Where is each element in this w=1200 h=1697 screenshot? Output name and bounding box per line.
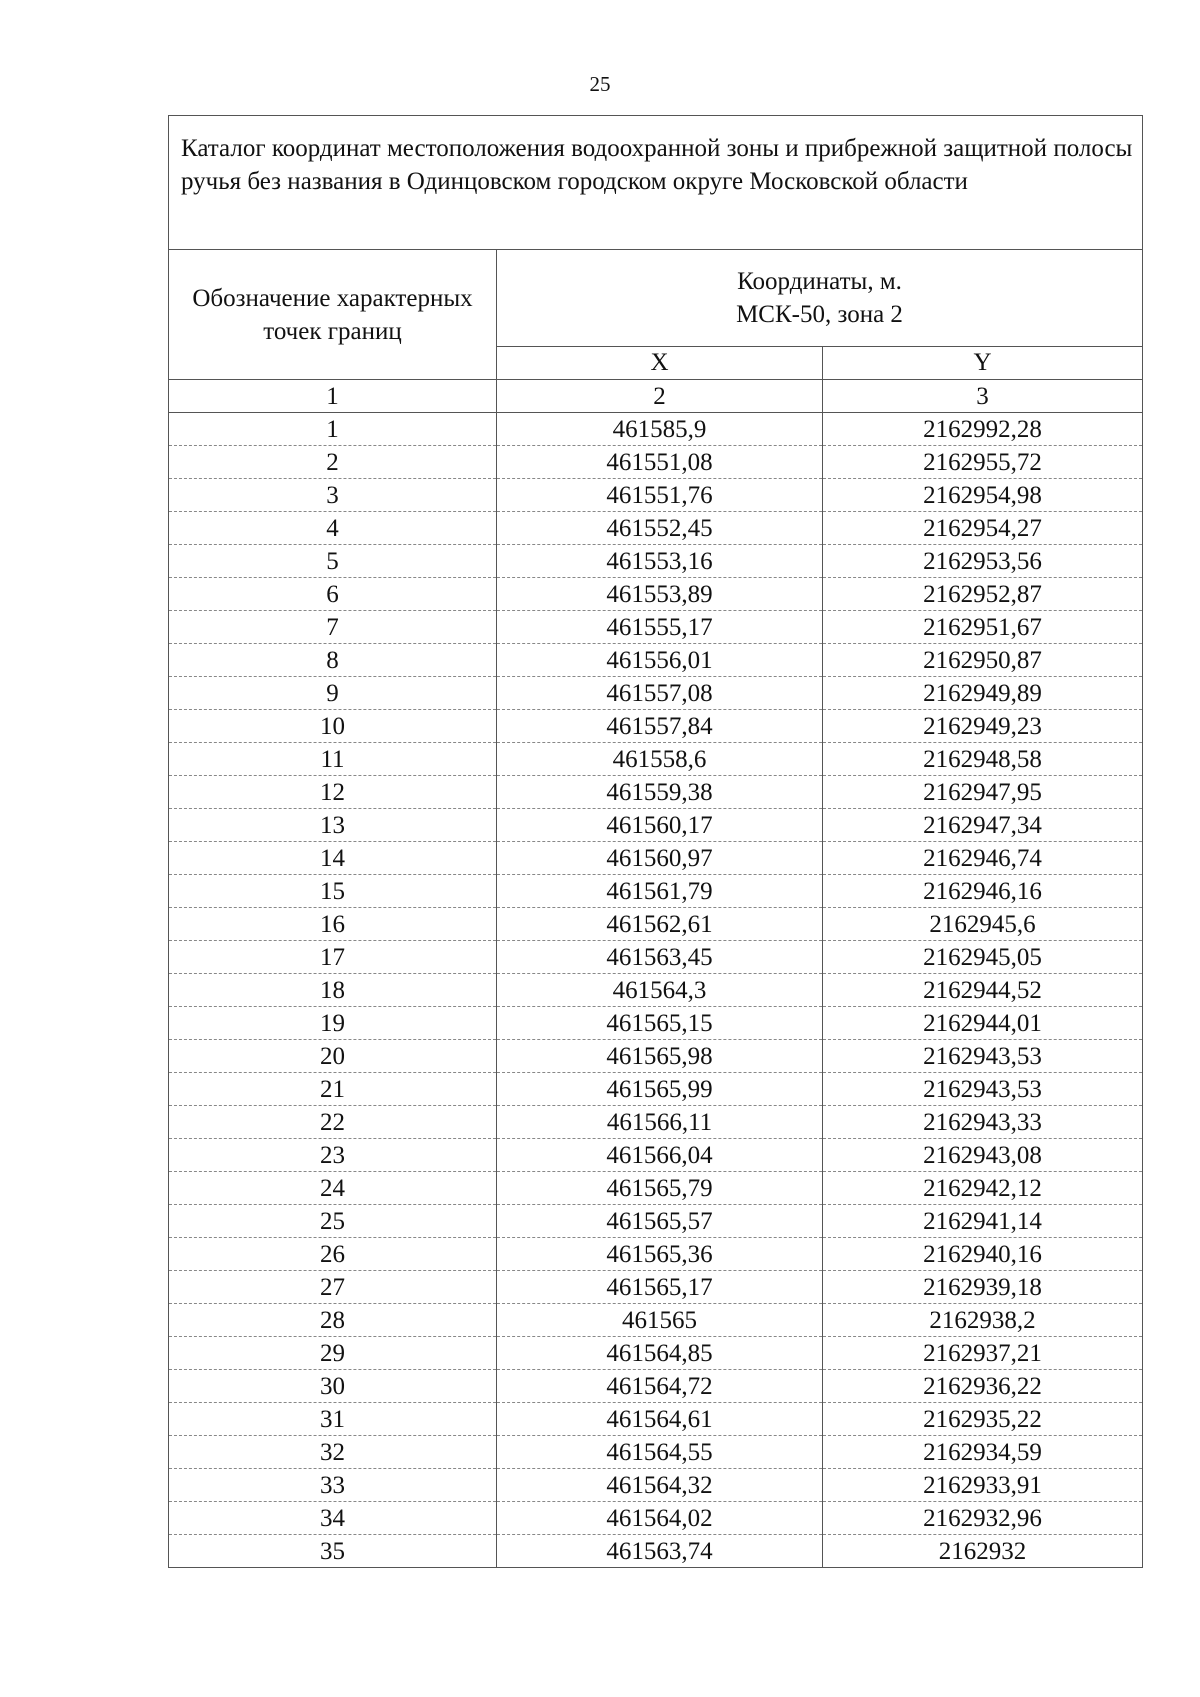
point-cell: 27 [169, 1271, 497, 1304]
point-cell: 17 [169, 941, 497, 974]
table-row [169, 446, 1143, 479]
column-number-row [169, 380, 1143, 413]
point-cell: 24 [169, 1172, 497, 1205]
point-cell: 31 [169, 1403, 497, 1436]
coordinates-header-line1: Координаты, м. [737, 268, 902, 295]
x-cell: 461565,17 [497, 1271, 823, 1304]
table-row [169, 776, 1143, 809]
y-column-header: Y [823, 347, 1143, 380]
y-cell: 2162938,2 [823, 1304, 1143, 1337]
table-row [169, 908, 1143, 941]
point-cell: 23 [169, 1139, 497, 1172]
point-cell: 35 [169, 1535, 497, 1568]
point-cell: 9 [169, 677, 497, 710]
y-cell: 2162939,18 [823, 1271, 1143, 1304]
table-row [169, 677, 1143, 710]
table-row [169, 545, 1143, 578]
point-cell: 3 [169, 479, 497, 512]
x-cell: 461564,61 [497, 1403, 823, 1436]
table-row [169, 875, 1143, 908]
x-cell: 461564,02 [497, 1502, 823, 1535]
y-cell: 2162932,96 [823, 1502, 1143, 1535]
point-cell: 7 [169, 611, 497, 644]
x-cell: 461560,17 [497, 809, 823, 842]
table-row [169, 1073, 1143, 1106]
x-cell: 461553,16 [497, 545, 823, 578]
x-cell: 461585,9 [497, 413, 823, 446]
y-cell: 2162950,87 [823, 644, 1143, 677]
table-row [169, 809, 1143, 842]
y-cell: 2162934,59 [823, 1436, 1143, 1469]
x-cell: 461559,38 [497, 776, 823, 809]
point-cell: 6 [169, 578, 497, 611]
y-cell: 2162945,6 [823, 908, 1143, 941]
point-cell: 25 [169, 1205, 497, 1238]
y-cell: 2162952,87 [823, 578, 1143, 611]
table-row [169, 1337, 1143, 1370]
table-row [169, 1205, 1143, 1238]
y-cell: 2162944,01 [823, 1007, 1143, 1040]
table-row [169, 1502, 1143, 1535]
table-row [169, 743, 1143, 776]
point-cell: 32 [169, 1436, 497, 1469]
point-cell: 1 [169, 413, 497, 446]
point-cell: 8 [169, 644, 497, 677]
table-row [169, 1436, 1143, 1469]
table-row [169, 1007, 1143, 1040]
y-cell: 2162953,56 [823, 545, 1143, 578]
y-cell: 2162941,14 [823, 1205, 1143, 1238]
point-cell: 14 [169, 842, 497, 875]
y-cell: 2162944,52 [823, 974, 1143, 1007]
x-cell: 461556,01 [497, 644, 823, 677]
point-cell: 28 [169, 1304, 497, 1337]
table-row [169, 644, 1143, 677]
point-cell: 2 [169, 446, 497, 479]
table-row [169, 1106, 1143, 1139]
y-cell: 2162943,53 [823, 1073, 1143, 1106]
y-cell: 2162936,22 [823, 1370, 1143, 1403]
point-cell: 5 [169, 545, 497, 578]
y-cell: 2162942,12 [823, 1172, 1143, 1205]
point-cell: 34 [169, 1502, 497, 1535]
point-cell: 11 [169, 743, 497, 776]
x-cell: 461563,45 [497, 941, 823, 974]
x-cell: 461561,79 [497, 875, 823, 908]
x-cell: 461551,08 [497, 446, 823, 479]
y-cell: 2162992,28 [823, 413, 1143, 446]
column-number-2: 2 [497, 380, 823, 413]
column-number-3: 3 [823, 380, 1143, 413]
y-cell: 2162943,33 [823, 1106, 1143, 1139]
column-number-1: 1 [169, 380, 497, 413]
point-cell: 18 [169, 974, 497, 1007]
x-cell: 461551,76 [497, 479, 823, 512]
x-cell: 461565,57 [497, 1205, 823, 1238]
table-row [169, 842, 1143, 875]
table-row [169, 1370, 1143, 1403]
point-cell: 15 [169, 875, 497, 908]
y-cell: 2162932 [823, 1535, 1143, 1568]
point-cell: 12 [169, 776, 497, 809]
header-row [169, 250, 1143, 347]
x-cell: 461560,97 [497, 842, 823, 875]
x-cell: 461562,61 [497, 908, 823, 941]
y-cell: 2162949,89 [823, 677, 1143, 710]
table-row [169, 1403, 1143, 1436]
table-row [169, 578, 1143, 611]
y-cell: 2162955,72 [823, 446, 1143, 479]
points-column-header: Обозначение характерных точек границ [169, 250, 497, 380]
table-row [169, 974, 1143, 1007]
x-cell: 461565,36 [497, 1238, 823, 1271]
table-row [169, 1040, 1143, 1073]
y-cell: 2162943,53 [823, 1040, 1143, 1073]
coordinates-header-line2: МСК-50, зона 2 [736, 301, 903, 328]
x-cell: 461564,72 [497, 1370, 823, 1403]
x-cell: 461557,08 [497, 677, 823, 710]
table-row [169, 710, 1143, 743]
y-cell: 2162943,08 [823, 1139, 1143, 1172]
x-cell: 461565,15 [497, 1007, 823, 1040]
point-cell: 21 [169, 1073, 497, 1106]
table-row [169, 941, 1143, 974]
x-cell: 461563,74 [497, 1535, 823, 1568]
y-cell: 2162946,74 [823, 842, 1143, 875]
x-cell: 461565 [497, 1304, 823, 1337]
table-row [169, 1172, 1143, 1205]
x-cell: 461566,11 [497, 1106, 823, 1139]
y-cell: 2162951,67 [823, 611, 1143, 644]
point-cell: 29 [169, 1337, 497, 1370]
y-cell: 2162946,16 [823, 875, 1143, 908]
table-row [169, 1469, 1143, 1502]
table-row [169, 413, 1143, 446]
y-cell: 2162935,22 [823, 1403, 1143, 1436]
x-cell: 461564,32 [497, 1469, 823, 1502]
table-row [169, 479, 1143, 512]
point-cell: 22 [169, 1106, 497, 1139]
table-row [169, 1304, 1143, 1337]
caption-row [169, 116, 1143, 250]
point-cell: 16 [169, 908, 497, 941]
table-row [169, 1238, 1143, 1271]
table-row [169, 1271, 1143, 1304]
point-cell: 20 [169, 1040, 497, 1073]
x-cell: 461557,84 [497, 710, 823, 743]
x-cell: 461564,85 [497, 1337, 823, 1370]
point-cell: 13 [169, 809, 497, 842]
x-cell: 461552,45 [497, 512, 823, 545]
table-caption: Каталог координат местоположения водоохранной зоны и прибрежной защитной полосы ручья без названия в Одинцовском городском округе Московской области [169, 116, 1143, 250]
y-cell: 2162947,95 [823, 776, 1143, 809]
x-cell: 461566,04 [497, 1139, 823, 1172]
x-column-header: X [497, 347, 823, 380]
point-cell: 26 [169, 1238, 497, 1271]
y-cell: 2162933,91 [823, 1469, 1143, 1502]
x-cell: 461558,6 [497, 743, 823, 776]
y-cell: 2162945,05 [823, 941, 1143, 974]
x-cell: 461564,55 [497, 1436, 823, 1469]
y-cell: 2162954,98 [823, 479, 1143, 512]
table-row [169, 1535, 1143, 1568]
x-cell: 461564,3 [497, 974, 823, 1007]
x-cell: 461565,99 [497, 1073, 823, 1106]
page-number: 25 [589, 72, 611, 96]
x-cell: 461565,98 [497, 1040, 823, 1073]
point-cell: 30 [169, 1370, 497, 1403]
point-cell: 19 [169, 1007, 497, 1040]
coordinate-catalog-table [168, 115, 1143, 1568]
table-row [169, 1139, 1143, 1172]
point-cell: 4 [169, 512, 497, 545]
y-cell: 2162947,34 [823, 809, 1143, 842]
y-cell: 2162937,21 [823, 1337, 1143, 1370]
x-cell: 461565,79 [497, 1172, 823, 1205]
point-cell: 33 [169, 1469, 497, 1502]
point-cell: 10 [169, 710, 497, 743]
y-cell: 2162940,16 [823, 1238, 1143, 1271]
coordinates-header [497, 250, 1143, 347]
x-cell: 461555,17 [497, 611, 823, 644]
table-row [169, 512, 1143, 545]
y-cell: 2162949,23 [823, 710, 1143, 743]
x-cell: 461553,89 [497, 578, 823, 611]
table-row [169, 611, 1143, 644]
y-cell: 2162948,58 [823, 743, 1143, 776]
y-cell: 2162954,27 [823, 512, 1143, 545]
